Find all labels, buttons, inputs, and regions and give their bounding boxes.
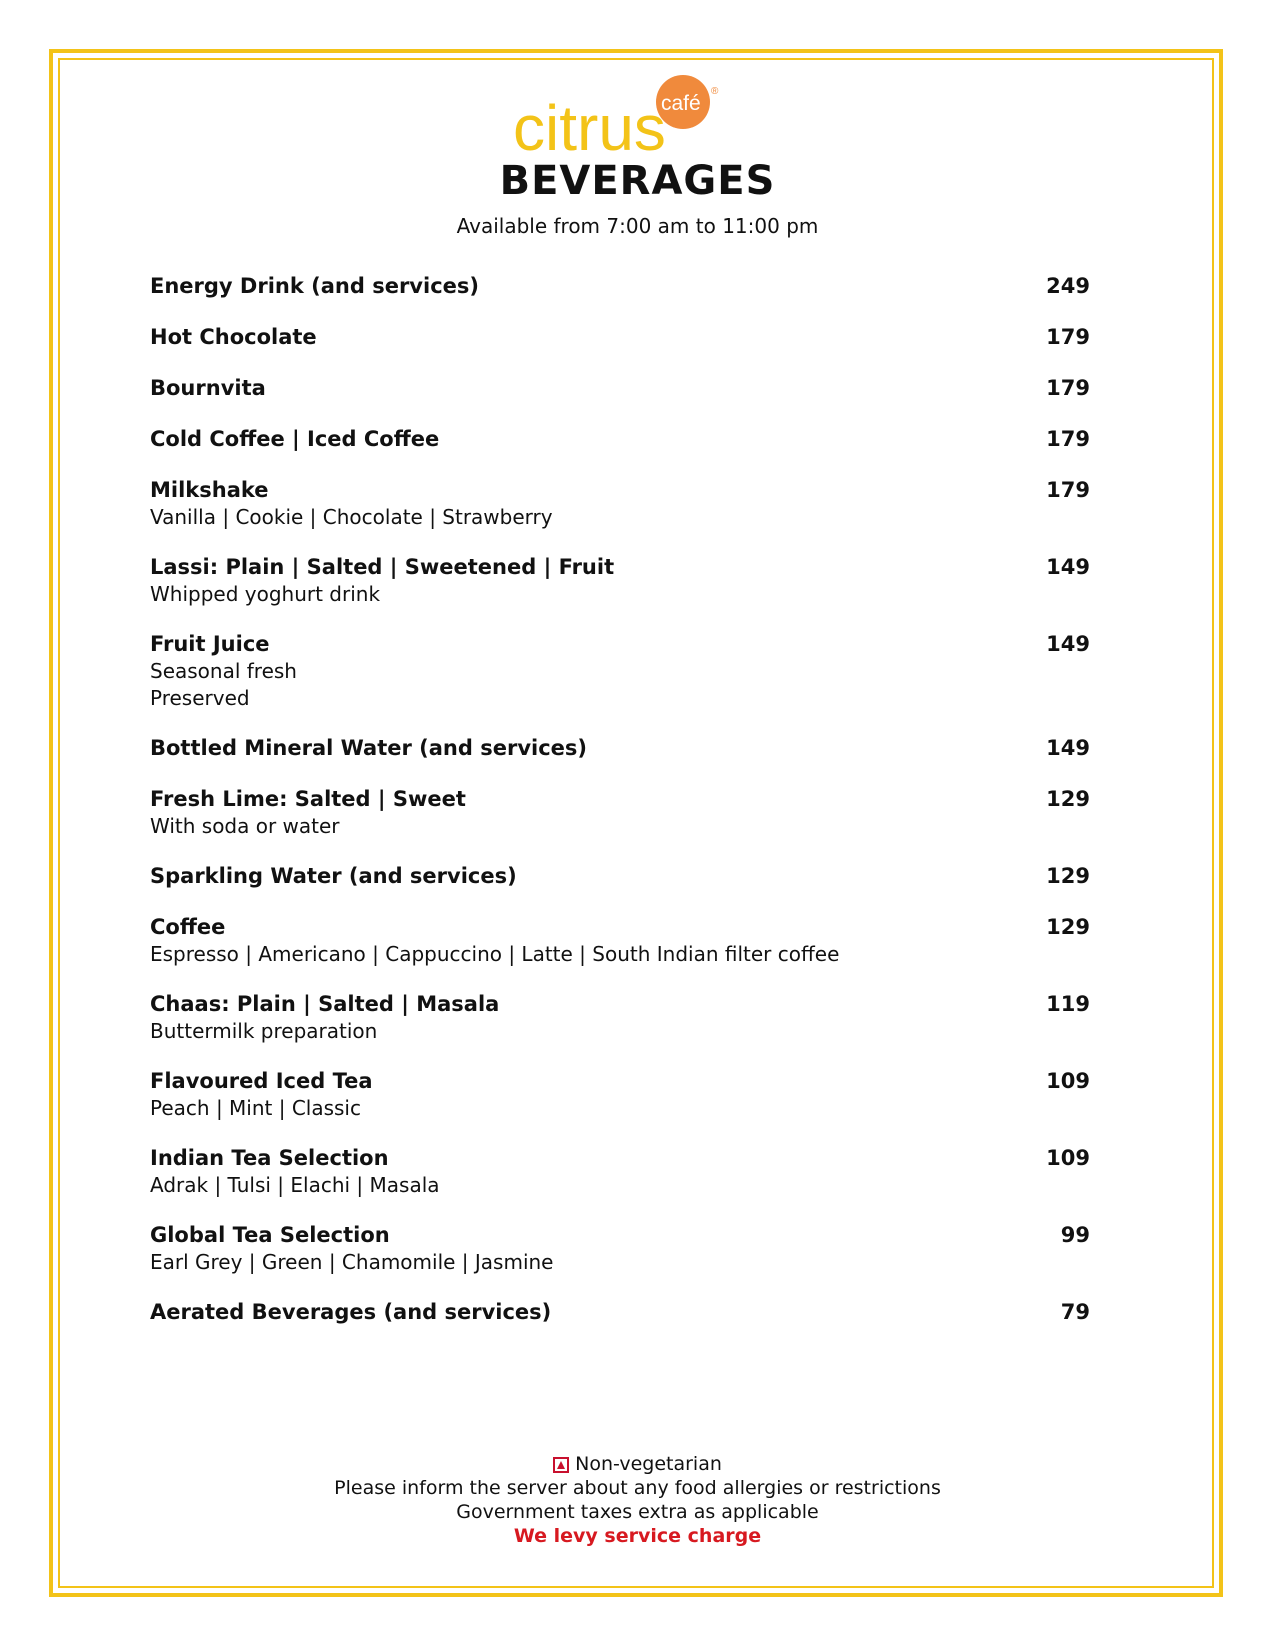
menu-item-name: Bournvita: [150, 376, 266, 400]
menu-item-price: 129: [1046, 864, 1090, 888]
menu-item: [150, 553, 1090, 608]
menu-item-name: Sparkling Water (and services): [150, 864, 517, 888]
tax-note: Government taxes extra as applicable: [456, 1501, 819, 1523]
menu-item-price: 119: [1046, 992, 1090, 1016]
menu-item-name: Milkshake: [150, 478, 269, 502]
menu-footer: [0, 1452, 1275, 1548]
menu-item-description: Buttermilk preparation: [150, 1019, 378, 1043]
menu-item-description: Preserved: [150, 686, 250, 710]
menu-item: [150, 476, 1090, 531]
legend-line: [0, 1452, 1275, 1476]
menu-item-name: Flavoured Iced Tea: [150, 1069, 373, 1093]
menu-item-description: Whipped yoghurt drink: [150, 582, 381, 606]
menu-item-name: Hot Chocolate: [150, 325, 317, 349]
menu-item-description: Adrak | Tulsi | Elachi | Masala: [150, 1173, 440, 1197]
logo-cafe-text: café: [661, 92, 701, 115]
menu-item: [150, 990, 1090, 1045]
menu-item-price: 99: [1060, 1223, 1090, 1247]
menu-item-price: 109: [1046, 1069, 1090, 1093]
availability-note: Available from 7:00 am to 11:00 pm: [456, 214, 819, 238]
menu-item-name: Indian Tea Selection: [150, 1146, 389, 1170]
menu-item-name: Fruit Juice: [150, 632, 270, 656]
menu-item-name: Chaas: Plain | Salted | Masala: [150, 992, 500, 1016]
menu-item-price: 249: [1046, 274, 1090, 298]
menu-item-name: Bottled Mineral Water (and services): [150, 736, 587, 760]
menu-item: [150, 913, 1090, 968]
menu-item-price: 179: [1046, 427, 1090, 451]
menu-item-name: Lassi: Plain | Salted | Sweetened | Fruit: [150, 555, 615, 579]
menu-item: [150, 272, 1090, 300]
menu-item-price: 149: [1046, 736, 1090, 760]
menu-item: [150, 323, 1090, 351]
menu-item-description: Earl Grey | Green | Chamomile | Jasmine: [150, 1250, 554, 1274]
non-veg-icon: [553, 1457, 569, 1473]
citrus-cafe-logo: [513, 72, 763, 172]
menu-item-name: Fresh Lime: Salted | Sweet: [150, 787, 466, 811]
logo-wordmark: citrus: [513, 92, 666, 164]
menu-item-description: Vanilla | Cookie | Chocolate | Strawberry: [150, 505, 553, 529]
menu-item-description: With soda or water: [150, 814, 340, 838]
menu-item: [150, 734, 1090, 762]
menu-item-name: Global Tea Selection: [150, 1223, 390, 1247]
menu-item: [150, 1144, 1090, 1199]
menu-item: [150, 1067, 1090, 1122]
menu-item-price: 109: [1046, 1146, 1090, 1170]
menu-item-price: 149: [1046, 632, 1090, 656]
menu-item: [150, 862, 1090, 890]
menu-item-price: 129: [1046, 787, 1090, 811]
menu-item-price: 179: [1046, 478, 1090, 502]
menu-item-price: 179: [1046, 376, 1090, 400]
menu-item: [150, 374, 1090, 402]
menu-item-name: Cold Coffee | Iced Coffee: [150, 427, 440, 451]
menu-item: [150, 785, 1090, 840]
menu-item: [150, 1221, 1090, 1276]
allergy-note: Please inform the server about any food allergies or restrictions: [334, 1477, 941, 1499]
menu-item-description: Espresso | Americano | Cappuccino | Latte | South Indian filter coffee: [150, 942, 840, 966]
menu-item-price: 129: [1046, 915, 1090, 939]
menu-item: [150, 425, 1090, 453]
menu-item-name: Energy Drink (and services): [150, 274, 479, 298]
legend-label: Non-vegetarian: [575, 1453, 722, 1475]
beverage-menu-list: [150, 272, 1090, 1349]
menu-item: [150, 630, 1090, 712]
logo-registered-mark: ®: [711, 86, 719, 97]
menu-item-description: Seasonal fresh: [150, 659, 297, 683]
menu-item-price: 179: [1046, 325, 1090, 349]
menu-item: [150, 1298, 1090, 1326]
menu-item-name: Coffee: [150, 915, 226, 939]
menu-item-price: 79: [1060, 1300, 1090, 1324]
menu-item-price: 149: [1046, 555, 1090, 579]
menu-item-description: Peach | Mint | Classic: [150, 1096, 361, 1120]
service-charge-note: We levy service charge: [513, 1525, 762, 1547]
page-title: BEVERAGES: [499, 158, 776, 204]
menu-item-name: Aerated Beverages (and services): [150, 1300, 552, 1324]
